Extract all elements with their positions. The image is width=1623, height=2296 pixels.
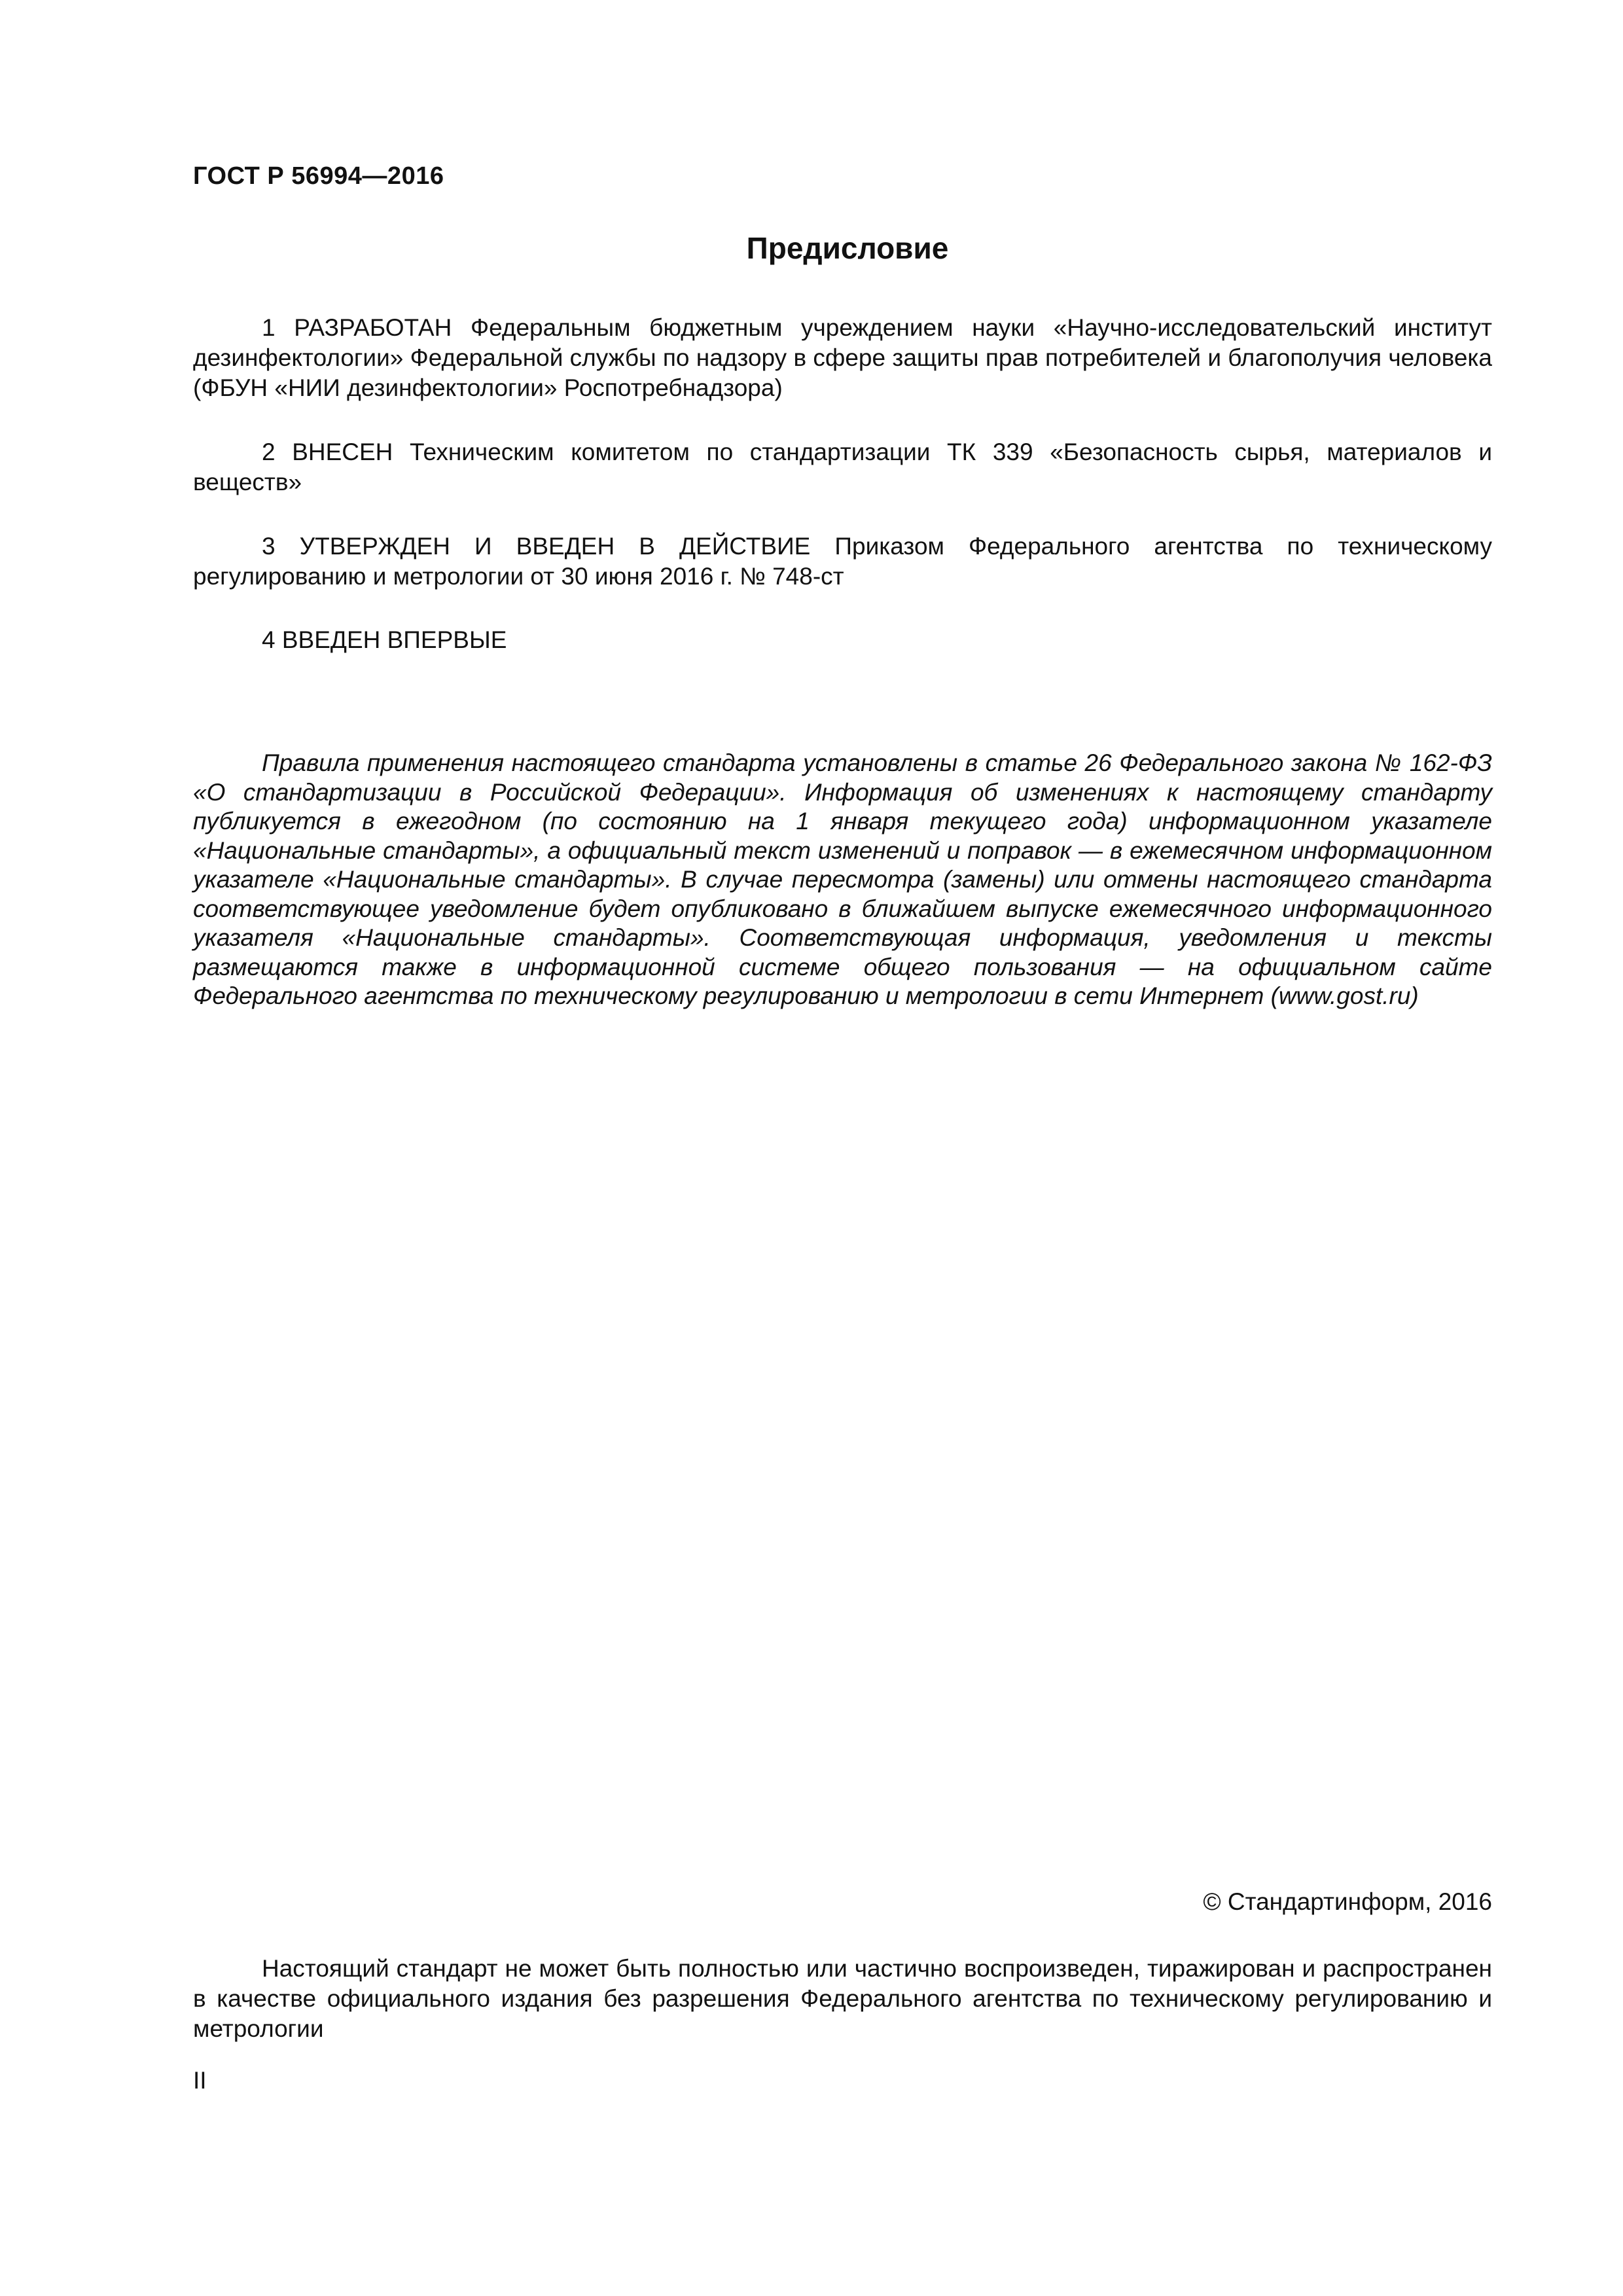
preface-title: Предисловие [746,231,949,265]
document-code: ГОСТ Р 56994—2016 [193,162,444,190]
preface-item-3: 3 УТВЕРЖДЕН И ВВЕДЕН В ДЕЙСТВИЕ Приказом Федерального агентства по техническому регулированию и метрологии от 30 июня 2016 г. № 748-ст [193,533,1492,590]
preface-item-1: 1 РАЗРАБОТАН Федеральным бюджетным учреждением науки «Научно-исследовательский институт дезинфектологии» Федеральной службы по надзору в сфере защиты прав потребителей и благополучия человека (ФБУН «НИИ дезинфектологии» Роспотребнадзора) [193,314,1492,401]
copyright-notice: © Стандартинформ, 2016 [1203,1888,1492,1915]
standard-application-notice: Правила применения настоящего стандарта установлены в статье 26 Федерального закона № 162-ФЗ «О стандартизации в Российской Федерации». Информация об изменениях к настоящему стандарту публикуется в ежегодном (по состоянию на 1 января текущего года) информационном указателе «Национальные стандарты», а официальный текст изменений и поправок — в ежемесячном информационном указателе «Национальные стандарты». В случае пересмотра (замены) или отмены настоящего стандарта соответствующее уведомление будет опубликовано в ближайшем выпуске ежемесячного информационного указателя «Национальные стандарты». Соответствующая информация, уведомления и тексты размещаются также в информационной системе общего пользования — на официальном сайте Федерального агентства по техническому регулированию и метрологии в сети Интернет (www.gost.ru) [193,749,1492,1009]
preface-item-2: 2 ВНЕСЕН Техническим комитетом по стандартизации ТК 339 «Безопасность сырья, материалов и веществ» [193,439,1492,495]
reproduction-restriction: Настоящий стандарт не может быть полностью или частично воспроизведен, тиражирован и распространен в качестве официального издания без разрешения Федерального агентства по техническому регулированию и метрологии [193,1955,1492,2042]
preface-item-4: 4 ВВЕДЕН ВПЕРВЫЕ [262,626,507,653]
page-number: II [193,2067,207,2094]
